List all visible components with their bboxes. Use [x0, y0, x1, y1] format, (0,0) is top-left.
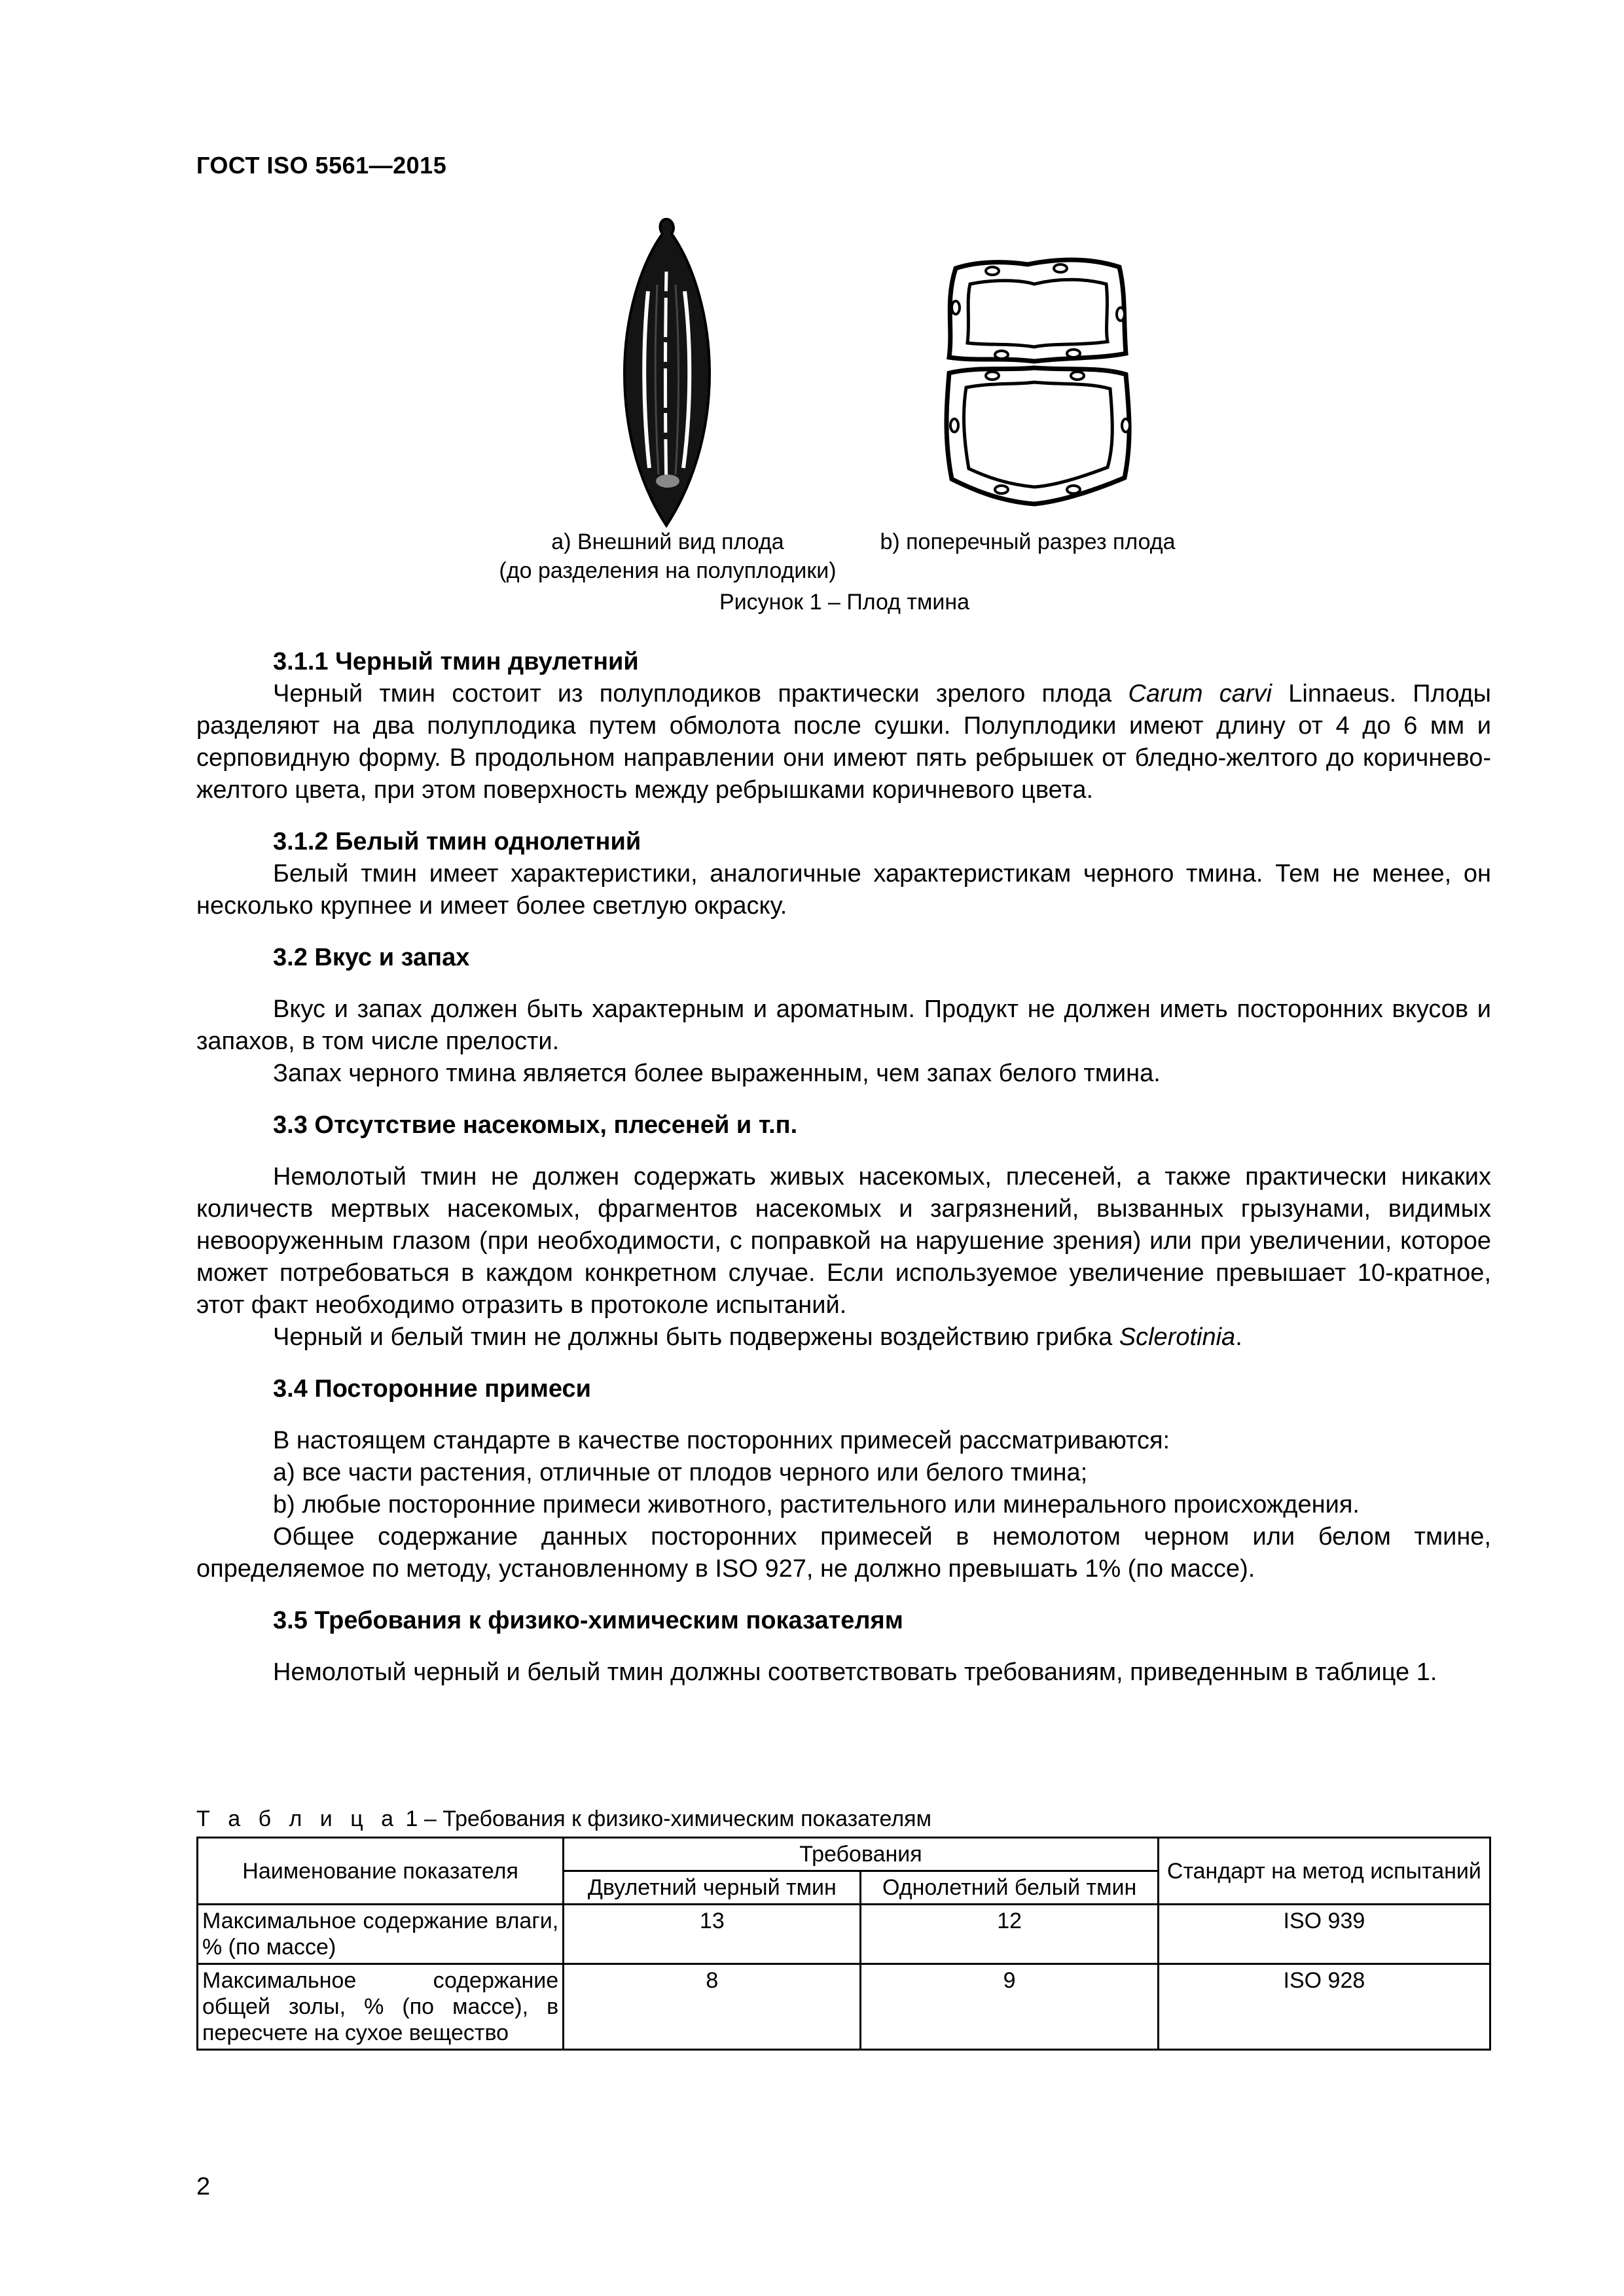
table-label: Т а б л и ц а	[196, 1806, 400, 1831]
header-method: Стандарт на метод испытаний	[1158, 1838, 1490, 1905]
table-row	[198, 1905, 1490, 1964]
heading-3-1-2: 3.1.2 Белый тмин однолетний	[273, 828, 641, 855]
header-requirements: Требования	[564, 1838, 1159, 1871]
fruit-exterior-illustration	[602, 213, 733, 533]
paragraph-3-4-2: Общее содержание данных посторонних примесей в немолотом черном или белом тмине, определяемое по методу, установленному в ISO 927, не должно превышать 1% (по массе).	[196, 1523, 1491, 1583]
paragraph-3-5-1: Немолотый черный и белый тмин должны соответствовать требованиям, приведенным в таблице 1.	[273, 1659, 1437, 1686]
paragraph-3-4-1: В настоящем стандарте в качестве посторонних примесей рассматриваются:	[273, 1427, 1170, 1454]
row-black-value: 8	[564, 1964, 861, 2050]
list-item-a: a) все части растения, отличные от плодов черного или белого тмина;	[273, 1459, 1088, 1486]
paragraph-3-3-1: Немолотый тмин не должен содержать живых насекомых, плесеней, а также практически никаких количеств мертвых насекомых, фрагментов насекомых и загрязнений, вызванных грызунами, видимых невооруженным глазом (при необходимости, с поправкой на нарушение зрения) или при увеличении, которое может потребоваться в каждом конкретном случае. Если используемое увеличение превышает 10-кратное, этот факт необходимо отразить в протоколе испытаний.	[196, 1163, 1491, 1319]
heading-3-5: 3.5 Требования к физико-химическим показателям	[273, 1607, 903, 1634]
page-number: 2	[196, 2173, 211, 2200]
row-name: Максимальное содержание влаги, % (по массе)	[198, 1905, 564, 1964]
heading-3-2: 3.2 Вкус и запах	[273, 944, 470, 971]
paragraph-3-2-2: Запах черного тмина является более выраженным, чем запах белого тмина.	[273, 1060, 1161, 1087]
row-name: Максимальное содержание общей золы, % (по массе), в пересчете на сухое вещество	[198, 1964, 564, 2050]
paragraph-3-1-1: Черный тмин состоит из полуплодиков практически зрелого плода Carum carvi Linnaeus. Плоды разделяют на два полуплодика путем обмолота после сушки. Полуплодики имеют длину от 4 до 6 мм и серповидную форму. В продольном направлении они имеют пять ребрышек от бледно-желтого до коричнево-желтого цвета, при этом поверхность между ребрышками коричневого цвета.	[196, 680, 1491, 804]
caption-b: b) поперечный разрез плода	[880, 529, 1176, 554]
paragraph-3-2-1: Вкус и запах должен быть характерным и ароматным. Продукт не должен иметь посторонних вкусов и запахов, в том числе прелости.	[196, 996, 1491, 1055]
table-header-row	[198, 1838, 1490, 1871]
header-annual-white: Однолетний белый тмин	[861, 1871, 1158, 1905]
paragraph-3-1-2: Белый тмин имеет характеристики, аналогичные характеристикам черного тмина. Тем не менее, он несколько крупнее и имеет более светлую окраску.	[196, 860, 1491, 920]
heading-3-3: 3.3 Отсутствие насекомых, плесеней и т.п.	[273, 1111, 798, 1139]
figure-title: Рисунок 1 – Плод тмина	[719, 590, 970, 615]
caption-a-line2: (до разделения на полуплодики)	[499, 558, 837, 583]
row-method: ISO 928	[1158, 1964, 1490, 2050]
table-row	[198, 1964, 1490, 2050]
heading-3-4: 3.4 Посторонние примеси	[273, 1375, 592, 1403]
header-biennial-black: Двулетний черный тмин	[564, 1871, 861, 1905]
caption-a	[484, 528, 851, 585]
fruit-cross-section-illustration	[929, 242, 1146, 517]
heading-3-1-1: 3.1.1 Черный тмин двулетний	[273, 648, 639, 675]
row-white-value: 9	[861, 1964, 1158, 2050]
row-method: ISO 939	[1158, 1905, 1490, 1964]
list-item-b: b) любые посторонние примеси животного, растительного или минерального происхождения.	[273, 1491, 1360, 1518]
row-white-value: 12	[861, 1905, 1158, 1964]
table-title	[196, 1804, 931, 1833]
requirements-table	[196, 1837, 1491, 2051]
table-caption: 1 – Требования к физико-химическим показателям	[399, 1806, 931, 1831]
latin-name-carum: Carum carvi	[1128, 680, 1272, 708]
body-text	[196, 646, 1491, 1689]
standard-header: ГОСТ ISO 5561—2015	[196, 152, 447, 179]
paragraph-3-3-2: Черный и белый тмин не должны быть подвержены воздействию грибка Sclerotinia.	[273, 1323, 1242, 1351]
header-name: Наименование показателя	[198, 1838, 564, 1905]
latin-name-sclerotinia: Sclerotinia	[1119, 1323, 1236, 1351]
caption-a-line1: a) Внешний вид плода	[551, 529, 784, 554]
row-black-value: 13	[564, 1905, 861, 1964]
